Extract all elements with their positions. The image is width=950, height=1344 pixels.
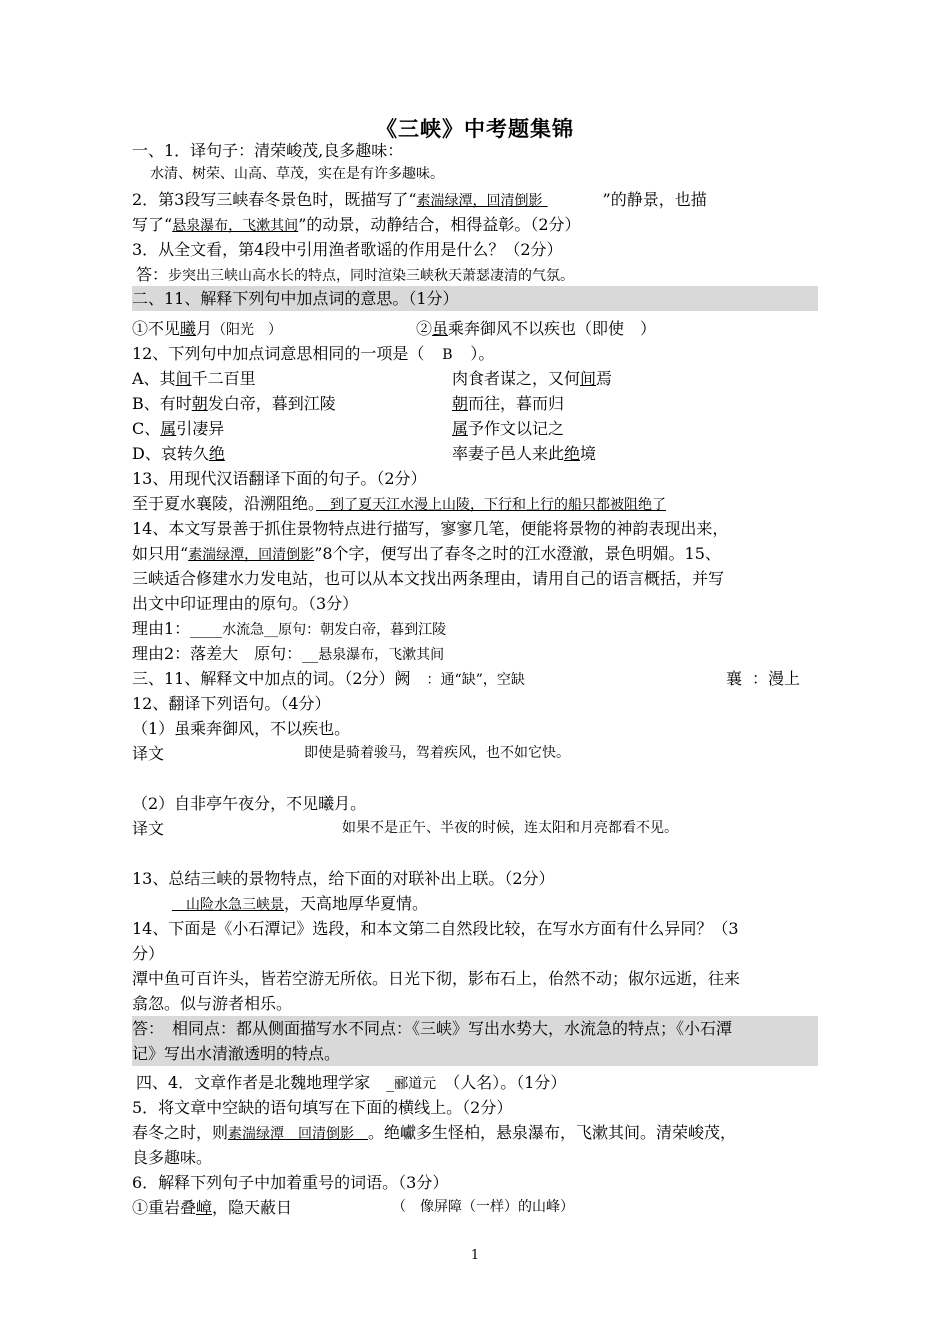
passage-line1: 潭中鱼可百许头，皆若空游无所依。日光下彻，影布石上，佁然不动；俶尔远逝，往来 [132,969,741,988]
translate-1-answer: 即使是骑着骏马，驾着疾风，也不如它快。 [304,745,570,761]
option-d-left: D、哀转久绝 [132,444,225,463]
question-14-line1: 14、本文写景善于抓住景物特点进行描写，寥寥几笔，便能将景物的神韵表现出来， [132,519,729,538]
section-3-q14-line2: 分） [132,944,165,963]
section-4-q4: 四、4．文章作者是北魏地理学家 _郦道元 （人名）。（1分） [136,1073,567,1092]
reason-2: 理由2：落差大 原句：__悬泉瀑布，飞漱其间 [132,644,445,663]
translate-1-label: 译文 [132,744,165,763]
q11-item-b: ②虽乘奔御风不以疾也（即使 ） [416,319,657,338]
translate-2: （2）自非亭午夜分，不见曦月。 [132,794,367,813]
answer-1: 水清、树荣、山高、草茂，实在是有许多趣味。 [150,166,444,182]
translate-1: （1）虽乘奔御风，不以疾也。 [132,719,351,738]
option-a-right: 肉食者谋之，又何间焉 [452,369,613,388]
section-4-q6-item: ①重岩叠嶂，隐天蔽日 [132,1198,293,1217]
fill-blank: 素湍绿潭，回清倒影 [416,193,543,209]
option-b-left: B、有时朝发白帝，暮到江陵 [132,394,336,413]
option-c-right: 属予作文以记之 [452,419,565,438]
q11-item-a: ①不见曦月（阳光 ） [132,319,283,338]
option-b-right: 朝而往，暮而归 [452,394,565,413]
question-2-line1: 2．第3段写三峡春冬景色时，既描写了“素湍绿潭，回清倒影 ”的静景，也描 [132,190,707,209]
section-3-q11: 三、11、解释文中加点的词。（2分）阙 ：通“缺”，空缺 [132,669,525,688]
couplet: 山险水急三峡景，天高地厚华夏情。 [172,894,429,913]
section-4-q5-line2: 良多趣味。 [132,1148,213,1167]
passage-line2: 翕忽。似与游者相乐。 [132,994,293,1013]
translate-2-label: 译文 [132,819,165,838]
answer-14-line2: 记》写出水清澈透明的特点。 [132,1041,818,1066]
answer-3: 答：步突出三峡山高水长的特点，同时渲染三峡秋天萧瑟凄清的气氛。 [136,265,575,284]
option-c-left: C、属引凄异 [132,419,225,438]
page-number: 1 [470,1248,480,1263]
question-13: 13、用现代汉语翻译下面的句子。（2分） [132,469,427,488]
option-a-left: A、其间千二百里 [132,369,256,388]
question-14-line2: 如只用“素湍绿潭，回清倒影”8个字，便写出了春冬之时的江水澄澈，景色明媚。15、 [132,544,721,563]
option-d-right: 率妻子邑人来此绝境 [452,444,597,463]
question-15-line2: 出文中印证理由的原句。（3分） [132,594,359,613]
section-4-q5-answer: 春冬之时，则素湍绿潭 回清倒影 。绝巘多生怪柏，悬泉瀑布，飞漱其间。清荣峻茂， [132,1123,737,1142]
section-3-q12: 12、翻译下列语句。（4分） [132,694,331,713]
question-15-line1: 三峡适合修建水力发电站，也可以从本文找出两条理由，请用自己的语言概括，并写 [132,569,725,588]
answer-14-line1: 答： 相同点：都从侧面描写水不同点：《三峡》写出水势大，水流急的特点；《小石潭 [132,1016,818,1041]
translate-2-answer: 如果不是正午、半夜的时候，连太阳和月亮都看不见。 [342,820,678,836]
document-title: 《三峡》中考题集锦 [376,116,574,141]
question-3: 3．从全文看，第4段中引用渔者歌谣的作用是什么？（2分） [132,240,563,259]
section-3-q13: 13、总结三峡的景物特点，给下面的对联补出上联。（2分） [132,869,555,888]
question-13-answer: 至于夏水襄陵，沿溯阻绝。 到了夏天江水漫上山陵，下行和上行的船只都被阻绝了 [132,494,667,513]
section-4-q5: 5．将文章中空缺的语句填写在下面的横线上。（2分） [132,1098,513,1117]
fill-blank: 悬泉瀑布，飞漱其间 [172,218,299,234]
section-4-q6: 6．解释下列句子中加着重号的词语。（3分） [132,1173,449,1192]
section-3-q11-b: 襄 ：漫上 [726,669,801,688]
question-12: 12、下列句中加点词意思相同的一项是（ B ）。 [132,344,495,363]
section-2-q11: 二、11、解释下列句中加点词的意思。（1分） [132,286,818,311]
section-4-q6-answer: （ 像屏障（一样）的山峰） [392,1199,574,1215]
reason-1: 理由1：____水流急__原句：朝发白帝，暮到江陵 [132,619,447,638]
question-1: 一、1．译句子：清荣峻茂,良多趣味： [132,141,404,160]
section-3-q14-line1: 14、下面是《小石潭记》选段，和本文第二自然段比较，在写水方面有什么异同？（3 [132,919,739,938]
question-2-line2: 写了“悬泉瀑布，飞漱其间”的动景，动静结合，相得益彰。（2分） [132,215,581,234]
